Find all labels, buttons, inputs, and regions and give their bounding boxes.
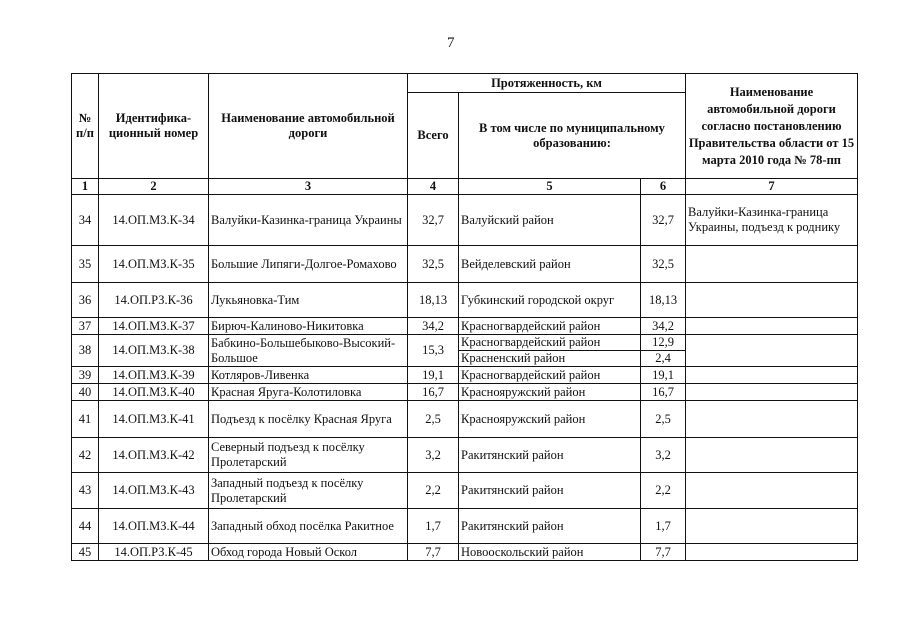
resolution-name — [686, 473, 858, 509]
municipality-km: 2,2 — [641, 473, 686, 509]
road-total: 2,2 — [408, 473, 459, 509]
municipality-km: 18,13 — [641, 283, 686, 318]
roads-table — [71, 73, 858, 561]
road-name: Западный обход посёлка Ракитное — [209, 509, 408, 544]
table-row — [72, 509, 858, 544]
road-name: Красная Яруга-Колотиловка — [209, 384, 408, 401]
municipality-km: 16,7 — [641, 384, 686, 401]
road-total: 7,7 — [408, 544, 459, 561]
table-row — [72, 473, 858, 509]
header-resolution: Наименование автомобильной дороги согласно постановлению Правительства области от 15 марта 2010 года № 78-пп — [686, 74, 858, 179]
municipality-km: 2,5 — [641, 401, 686, 438]
row-number: 38 — [72, 335, 99, 367]
table-row — [72, 438, 858, 473]
municipality-km: 32,7 — [641, 195, 686, 246]
col-number: 3 — [209, 179, 408, 195]
table-row — [72, 335, 858, 351]
col-number: 7 — [686, 179, 858, 195]
resolution-name — [686, 367, 858, 384]
resolution-name — [686, 438, 858, 473]
municipality-km: 2,4 — [641, 351, 686, 367]
road-id: 14.ОП.МЗ.К-37 — [99, 318, 209, 335]
resolution-name — [686, 401, 858, 438]
municipality: Губкинский городской округ — [459, 283, 641, 318]
row-number: 41 — [72, 401, 99, 438]
road-id: 14.ОП.МЗ.К-35 — [99, 246, 209, 283]
resolution-name — [686, 318, 858, 335]
row-number: 42 — [72, 438, 99, 473]
road-total: 15,3 — [408, 335, 459, 367]
municipality: Красненский район — [459, 351, 641, 367]
road-name: Подъезд к посёлку Красная Яруга — [209, 401, 408, 438]
resolution-name — [686, 384, 858, 401]
road-id: 14.ОП.РЗ.К-45 — [99, 544, 209, 561]
municipality: Краснояружский район — [459, 401, 641, 438]
col-number: 4 — [408, 179, 459, 195]
municipality-km: 34,2 — [641, 318, 686, 335]
resolution-name — [686, 283, 858, 318]
municipality: Ракитянский район — [459, 438, 641, 473]
resolution-name — [686, 335, 858, 367]
col-number: 2 — [99, 179, 209, 195]
road-id: 14.ОП.МЗ.К-38 — [99, 335, 209, 367]
header-id: Идентифика-ционный номер — [99, 74, 209, 179]
road-id: 14.ОП.МЗ.К-39 — [99, 367, 209, 384]
municipality-km: 32,5 — [641, 246, 686, 283]
road-total: 32,5 — [408, 246, 459, 283]
municipality: Вейделевский район — [459, 246, 641, 283]
header-road-name: Наименование автомобильной дороги — [209, 74, 408, 179]
header-including: В том числе по муниципальному образованию: — [459, 93, 686, 179]
road-name: Западный подъезд к посёлку Пролетарский — [209, 473, 408, 509]
municipality: Красногвардейский район — [459, 318, 641, 335]
resolution-name — [686, 509, 858, 544]
row-number: 45 — [72, 544, 99, 561]
row-number: 37 — [72, 318, 99, 335]
road-id: 14.ОП.РЗ.К-36 — [99, 283, 209, 318]
resolution-name — [686, 246, 858, 283]
municipality-km: 1,7 — [641, 509, 686, 544]
row-number: 36 — [72, 283, 99, 318]
col-number: 1 — [72, 179, 99, 195]
municipality-km: 12,9 — [641, 335, 686, 351]
col-number: 5 — [459, 179, 641, 195]
table-row — [72, 401, 858, 438]
road-name: Лукьяновка-Тим — [209, 283, 408, 318]
resolution-name: Валуйки-Казинка-граница Украины, подъезд к роднику — [686, 195, 858, 246]
road-total: 2,5 — [408, 401, 459, 438]
road-total: 32,7 — [408, 195, 459, 246]
municipality: Валуйский район — [459, 195, 641, 246]
municipality: Краснояружский район — [459, 384, 641, 401]
row-number: 40 — [72, 384, 99, 401]
header-num: № п/п — [72, 74, 99, 179]
page-number: 7 — [447, 35, 455, 51]
row-number: 35 — [72, 246, 99, 283]
road-id: 14.ОП.МЗ.К-34 — [99, 195, 209, 246]
table-row — [72, 367, 858, 384]
column-number-row — [72, 179, 858, 195]
road-name: Валуйки-Казинка-граница Украины — [209, 195, 408, 246]
resolution-name — [686, 544, 858, 561]
municipality-km: 3,2 — [641, 438, 686, 473]
road-id: 14.ОП.МЗ.К-43 — [99, 473, 209, 509]
road-total: 16,7 — [408, 384, 459, 401]
col-number: 6 — [641, 179, 686, 195]
header-length: Протяженность, км — [408, 74, 686, 93]
municipality-km: 7,7 — [641, 544, 686, 561]
table-row — [72, 195, 858, 246]
road-total: 19,1 — [408, 367, 459, 384]
road-name: Обход города Новый Оскол — [209, 544, 408, 561]
road-name: Бабкино-Большебыково-Высокий-Большое — [209, 335, 408, 367]
road-id: 14.ОП.МЗ.К-40 — [99, 384, 209, 401]
road-id: 14.ОП.МЗ.К-41 — [99, 401, 209, 438]
row-number: 44 — [72, 509, 99, 544]
road-total: 34,2 — [408, 318, 459, 335]
road-id: 14.ОП.МЗ.К-44 — [99, 509, 209, 544]
road-name: Большие Липяги-Долгое-Ромахово — [209, 246, 408, 283]
row-number: 43 — [72, 473, 99, 509]
table-row — [72, 246, 858, 283]
road-name: Бирюч-Калиново-Никитовка — [209, 318, 408, 335]
road-total: 18,13 — [408, 283, 459, 318]
road-name: Северный подъезд к посёлку Пролетарский — [209, 438, 408, 473]
municipality: Красногвардейский район — [459, 335, 641, 351]
header-total: Всего — [408, 93, 459, 179]
table-row — [72, 384, 858, 401]
road-id: 14.ОП.МЗ.К-42 — [99, 438, 209, 473]
table-row — [72, 283, 858, 318]
row-number: 39 — [72, 367, 99, 384]
table-row — [72, 318, 858, 335]
road-total: 1,7 — [408, 509, 459, 544]
municipality: Ракитянский район — [459, 509, 641, 544]
row-number: 34 — [72, 195, 99, 246]
municipality: Ракитянский район — [459, 473, 641, 509]
road-name: Котляров-Ливенка — [209, 367, 408, 384]
table-row — [72, 544, 858, 561]
road-total: 3,2 — [408, 438, 459, 473]
municipality: Красногвардейский район — [459, 367, 641, 384]
municipality-km: 19,1 — [641, 367, 686, 384]
municipality: Новооскольский район — [459, 544, 641, 561]
